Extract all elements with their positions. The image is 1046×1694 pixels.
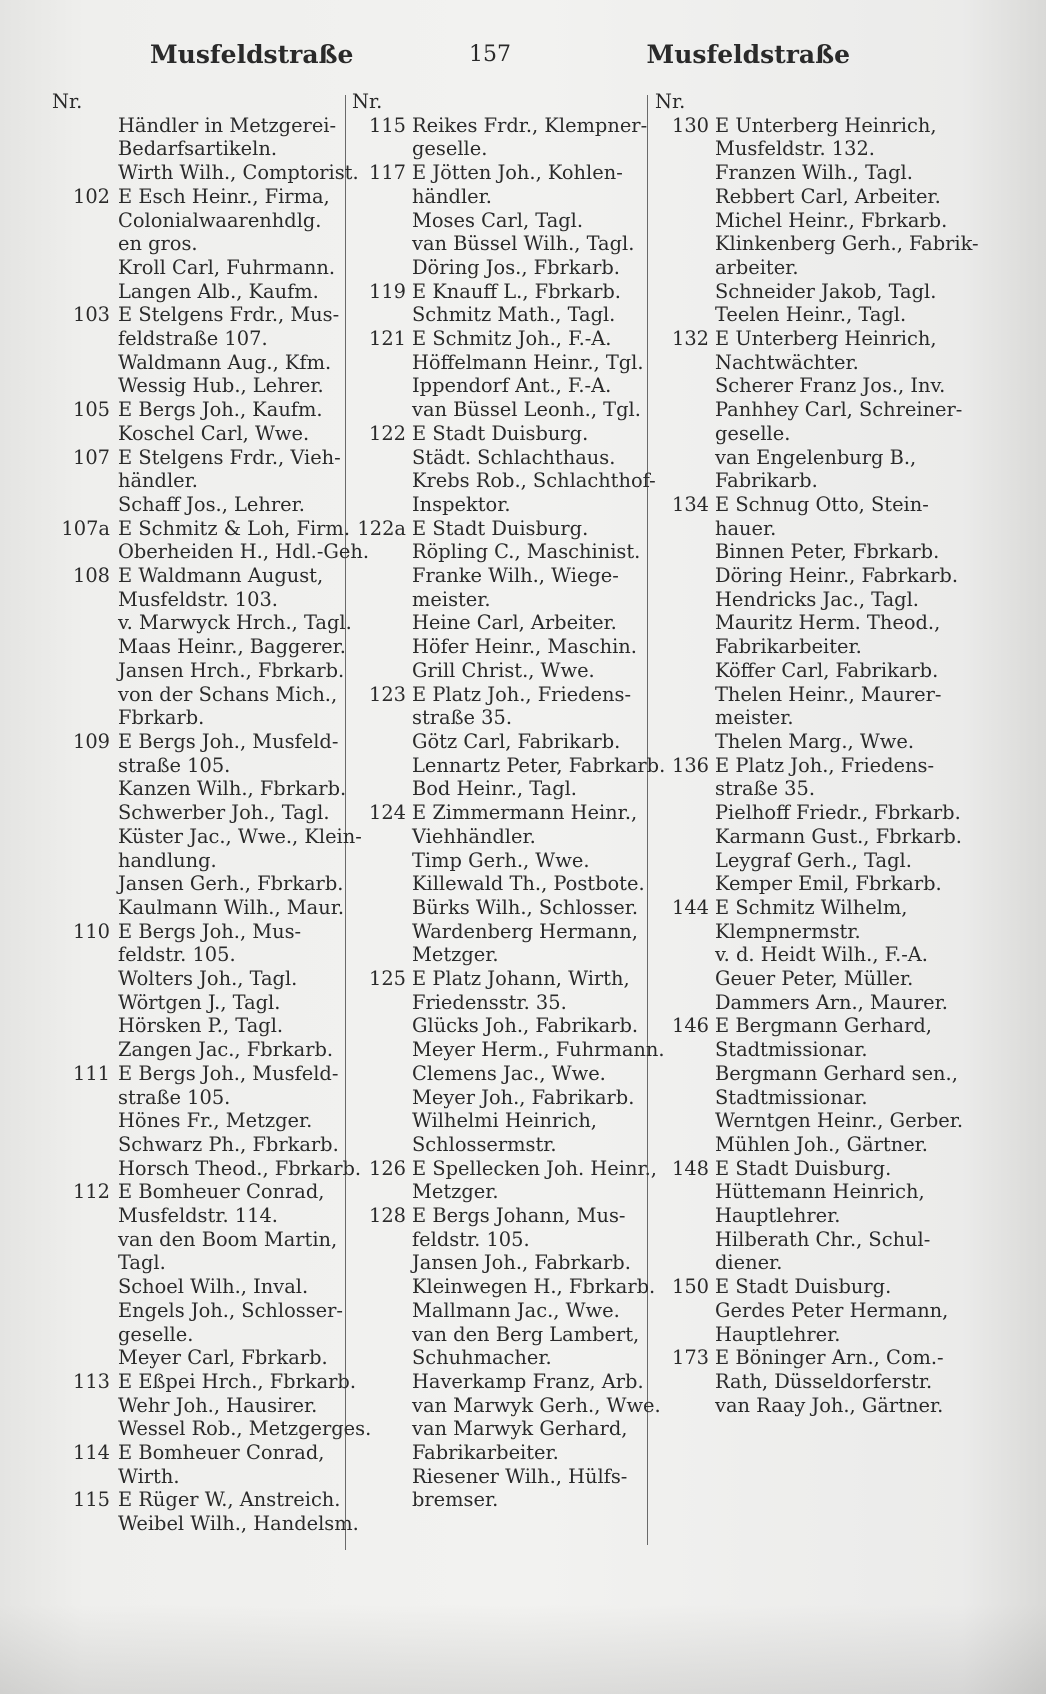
house-number: 123 [368, 682, 406, 706]
entry-line: E Spellecken Joh. Heinr., [412, 1156, 657, 1180]
entry-line: Wörtgen J., Tagl. [118, 990, 281, 1014]
house-number: 105 [72, 398, 110, 422]
entry-text [715, 1014, 964, 1156]
entry-line: Schwarz Ph., Fbrkarb. [118, 1132, 339, 1156]
entry-line: straße 105. [118, 753, 231, 777]
entry-text [118, 729, 362, 920]
entry-line: Metzger. [412, 1180, 499, 1204]
entry-line: Schneider Jakob, Tagl. [715, 279, 937, 303]
entry-line: Moses Carl, Tagl. [412, 208, 584, 232]
entry-line: E Rüger W., Anstreich. [118, 1488, 341, 1512]
house-number: 119 [368, 279, 406, 303]
directory-entry [655, 1157, 955, 1276]
entry-line: Kroll Carl, Fuhrmann. [118, 255, 335, 279]
entry-text [412, 161, 654, 280]
column-1 [52, 90, 372, 1536]
house-number: 122 [368, 421, 406, 445]
entry-text [715, 327, 963, 493]
entry-line: Hendricks Jac., Tagl. [715, 587, 919, 611]
entry-line: v. Marwyck Hrch., Tagl. [118, 611, 352, 635]
entry-line: handlung. [118, 848, 217, 872]
entry-line: Döring Jos., Fbrkarb. [412, 255, 620, 279]
entry-text [412, 114, 654, 161]
entry-line: E Schmitz & Loh, Firm. [118, 516, 350, 540]
directory-entry [52, 303, 352, 398]
entry-line: en gros. [118, 232, 198, 256]
entry-line: Thelen Marg., Wwe. [715, 729, 914, 753]
entry-line: van den Berg Lambert, [412, 1322, 640, 1346]
house-number: 150 [671, 1275, 709, 1299]
entry-text [715, 753, 962, 896]
entry-line: Scherer Franz Jos., Inv. [715, 374, 946, 398]
entry-line: Timp Gerh., Wwe. [412, 848, 590, 872]
entry-line: E Esch Heinr., Firma, [118, 184, 330, 208]
entry-line: Klempnermstr. [715, 919, 861, 943]
entry-line: Küster Jac., Wwe., Klein- [118, 824, 362, 848]
entry-line: Meyer Joh., Fabrikarb. [412, 1085, 635, 1109]
house-number: 103 [72, 303, 110, 327]
entry-line: Kemper Emil, Fbrkarb. [715, 872, 942, 896]
entry-line: Wardenberg Hermann, [412, 919, 638, 943]
column-header: Nr. [52, 90, 83, 113]
entry-line: Schwerber Joh., Tagl. [118, 801, 330, 825]
entry-line: Glücks Joh., Fabrikarb. [412, 1014, 639, 1038]
entry-line: Fabrikarbeiter. [412, 1441, 559, 1465]
entry-line: E Platz Johann, Wirth, [412, 967, 630, 991]
house-number: 144 [671, 895, 709, 919]
entry-line: Rath, Düsseldorferstr. [715, 1369, 933, 1393]
entry-line: Michel Heinr., Fbrkarb. [715, 208, 948, 232]
entry-line: E Stelgens Frdr., Vieh- [118, 445, 341, 469]
entry-line: Bedarfsartikeln. [118, 137, 277, 161]
entry-line: Oberheiden H., Hdl.-Geh. [118, 540, 370, 564]
entry-line: Schmitz Math., Tagl. [412, 303, 616, 327]
entry-line: E Bergs Joh., Mus- [118, 919, 302, 943]
directory-entry [52, 564, 352, 730]
entry-line: Höffelmann Heinr., Tgl. [412, 350, 644, 374]
directory-entry [352, 114, 654, 161]
entry-line: von der Schans Mich., [118, 682, 338, 706]
entry-line: van Engelenburg B., [715, 445, 917, 469]
directory-entry [52, 1061, 362, 1181]
entry-line: Horsch Theod., Fbrkarb. [118, 1156, 362, 1180]
entry-line: E Waldmann August, [118, 564, 324, 588]
entry-line: Panhhey Carl, Schreiner- [715, 398, 963, 422]
directory-entry [52, 1441, 352, 1488]
entry-line: Engels Joh., Schlosser- [118, 1298, 343, 1322]
entry-line: E Zimmermann Heinr., [412, 801, 638, 825]
entry-line: arbeiter. [715, 255, 799, 279]
header-right: Musfeldstraße [646, 39, 850, 69]
house-number: 125 [368, 967, 406, 991]
entry-line: Gerdes Peter Hermann, [715, 1298, 949, 1322]
entry-line: Jansen Joh., Fabrkarb. [412, 1251, 631, 1275]
entry-line: Franke Wilh., Wiege- [412, 564, 619, 588]
directory-entry [352, 327, 654, 422]
entry-line: Kleinwegen H., Fbrkarb. [412, 1275, 656, 1299]
house-number: 132 [671, 327, 709, 351]
entry-text [412, 280, 654, 327]
house-number: 108 [72, 564, 110, 588]
entry-line: Dammers Arn., Maurer. [715, 990, 948, 1014]
entry-text [715, 113, 979, 327]
entry-line: händler. [412, 184, 492, 208]
entry-line: Schoel Wilh., Inval. [118, 1275, 309, 1299]
house-number: 109 [72, 729, 110, 753]
entry-line: Reikes Frdr., Klempner- [412, 113, 648, 137]
directory-entry [655, 1346, 955, 1417]
column-3 [655, 90, 979, 1417]
entry-line: E Bergs Joh., Musfeld- [118, 729, 339, 753]
entry-line: Weibel Wilh., Handelsm. [118, 1512, 359, 1536]
entry-line: Killewald Th., Postbote. [412, 872, 645, 896]
entry-text [118, 564, 352, 730]
house-number: 126 [368, 1156, 406, 1180]
entry-line: straße 35. [715, 777, 816, 801]
entry-line: van Büssel Leonh., Tgl. [412, 398, 641, 422]
entry-line: Inspektor. [412, 492, 511, 516]
house-number: 112 [72, 1180, 110, 1204]
entry-line: E Bergs Joh., Musfeld- [118, 1061, 339, 1085]
entry-line: E Eßpei Hrch., Fbrkarb. [118, 1369, 356, 1393]
entry-line: Koschel Carl, Wwe. [118, 421, 310, 445]
entry-line: E Stadt Duisburg. [715, 1275, 892, 1299]
entry-line: Mauritz Herm. Theod., [715, 611, 941, 635]
entry-line: Schuhmacher. [412, 1346, 552, 1370]
directory-entry [352, 422, 654, 517]
entry-line: Musfeldstr. 114. [118, 1204, 278, 1228]
directory-entry [352, 280, 654, 327]
entry-line: E Unterberg Heinrich, [715, 113, 937, 137]
entry-line: Döring Heinr., Fabrkarb. [715, 564, 958, 588]
entry-line: E Unterberg Heinrich, [715, 327, 937, 351]
entry-line: Tagl. [118, 1251, 166, 1275]
entry-line: Stadtmissionar. [715, 1085, 868, 1109]
directory-entry [52, 1488, 359, 1536]
entry-line: E Bergs Joh., Kaufm. [118, 398, 323, 422]
entry-line: Meyer Herm., Fuhrmann. [412, 1038, 665, 1062]
entry-line: Geuer Peter, Müller. [715, 967, 914, 991]
house-number: 148 [671, 1156, 709, 1180]
directory-entry [655, 1275, 955, 1346]
entry-line: Städt. Schlachthaus. [412, 445, 616, 469]
directory-entry [655, 753, 962, 896]
entry-line: feldstr. 105. [118, 943, 236, 967]
entry-line: Fbrkarb. [118, 706, 205, 730]
entry-line: Mühlen Joh., Gärtner. [715, 1132, 928, 1156]
entry-line: E Bomheuer Conrad, [118, 1180, 325, 1204]
entry-line: Lennartz Peter, Fabrkarb. [412, 753, 666, 777]
entry-line: Meyer Carl, Fbrkarb. [118, 1346, 328, 1370]
entry-text [412, 422, 654, 517]
entry-line: Hilberath Chr., Schul- [715, 1227, 931, 1251]
entry-line: Wolters Joh., Tagl. [118, 967, 298, 991]
entry-line: Hüttemann Heinrich, [715, 1180, 925, 1204]
entry-line: Krebs Rob., Schlachthof- [412, 469, 656, 493]
column-header: Nr. [655, 90, 686, 113]
entry-text [118, 516, 370, 564]
directory-entry [52, 398, 352, 445]
house-number: 113 [72, 1369, 110, 1393]
entry-line: diener. [715, 1251, 783, 1275]
directory-entry [52, 113, 359, 185]
entry-text [118, 398, 352, 445]
directory-entry [52, 920, 352, 1062]
directory-entry [352, 1156, 657, 1204]
entry-line: Clemens Jac., Wwe. [412, 1061, 606, 1085]
entry-line: Schlossermstr. [412, 1132, 557, 1156]
column-header: Nr. [352, 90, 383, 113]
entry-line: Colonialwaarenhdlg. [118, 208, 322, 232]
directory-entry [52, 446, 352, 517]
entry-line: bremser. [412, 1488, 499, 1512]
entry-text [118, 1180, 352, 1370]
house-number: 107a [61, 516, 110, 540]
entry-line: Götz Carl, Fabrikarb. [412, 729, 621, 753]
entry-line: händler. [118, 469, 198, 493]
entry-line: Schaff Jos., Lehrer. [118, 492, 305, 516]
entry-line: Wirth Wilh., Comptorist. [118, 161, 359, 185]
entry-line: E Schmitz Joh., F.-A. [412, 327, 612, 351]
entry-line: Musfeldstr. 132. [715, 137, 875, 161]
entry-line: Hörsken P., Tagl. [118, 1014, 284, 1038]
entry-text [412, 1156, 657, 1204]
entry-line: Jansen Hrch., Fbrkarb. [118, 658, 345, 682]
entry-line: E Schmitz Wilhelm, [715, 895, 908, 919]
entry-line: Langen Alb., Kaufm. [118, 279, 319, 303]
header-left: Musfeldstraße [150, 39, 354, 69]
entry-text [118, 1488, 359, 1536]
entry-line: Bod Heinr., Tagl. [412, 777, 577, 801]
entry-line: E Bergs Johann, Mus- [412, 1204, 626, 1228]
entry-line: E Stadt Duisburg. [412, 516, 589, 540]
entry-line: Köffer Carl, Fabrikarb. [715, 658, 939, 682]
entry-line: Hauptlehrer. [715, 1204, 841, 1228]
entry-line: straße 105. [118, 1085, 231, 1109]
entry-line: E Stadt Duisburg. [715, 1156, 892, 1180]
entry-line: Jansen Gerh., Fbrkarb. [118, 872, 344, 896]
entry-line: van Büssel Wilh., Tagl. [412, 232, 635, 256]
entry-text [715, 1157, 955, 1276]
entry-line: geselle. [118, 1322, 194, 1346]
directory-entry [52, 729, 362, 920]
directory-entry [352, 967, 665, 1157]
house-number: 121 [368, 327, 406, 351]
directory-entry [352, 682, 666, 802]
entry-line: Binnen Peter, Fbrkarb. [715, 540, 940, 564]
house-number: 124 [368, 801, 406, 825]
entry-line: Wilhelmi Heinrich, [412, 1109, 597, 1133]
entry-text [118, 920, 352, 1062]
house-number: 146 [671, 1014, 709, 1038]
directory-entry [655, 896, 955, 1015]
directory-entry [52, 185, 352, 304]
entry-line: Nachtwächter. [715, 350, 859, 374]
entry-line: Heine Carl, Arbeiter. [412, 611, 617, 635]
entry-line: Werntgen Heinr., Gerber. [715, 1109, 964, 1133]
entry-text [118, 1441, 352, 1488]
entry-text [412, 682, 666, 802]
house-number: 122a [357, 516, 406, 540]
entry-line: E Knauff L., Fbrkarb. [412, 279, 621, 303]
entry-text [715, 1275, 955, 1346]
entry-line: Mallmann Jac., Wwe. [412, 1298, 620, 1322]
entry-text [118, 303, 352, 398]
entry-line: Franzen Wilh., Tagl. [715, 161, 913, 185]
page-edge-shadow [0, 1604, 1046, 1694]
directory-entry [52, 516, 370, 564]
house-number: 111 [72, 1061, 110, 1085]
directory-entry [352, 1204, 661, 1512]
running-header [150, 34, 850, 74]
entry-text [715, 1346, 955, 1417]
entry-line: Fabrikarbeiter. [715, 635, 862, 659]
entry-line: Waldmann Aug., Kfm. [118, 350, 332, 374]
directory-entry [655, 1014, 964, 1156]
directory-entry [52, 1180, 352, 1370]
entry-line: van Raay Joh., Gärtner. [715, 1393, 944, 1417]
entry-line: geselle. [412, 137, 488, 161]
entry-text [118, 1369, 372, 1441]
house-number: 117 [368, 161, 406, 185]
entry-line: Fabrikarb. [715, 469, 818, 493]
entry-line: Bürks Wilh., Schlosser. [412, 895, 639, 919]
directory-entry [352, 161, 654, 280]
entry-line: Ippendorf Ant., F.-A. [412, 374, 612, 398]
house-number: 107 [72, 445, 110, 469]
entry-text [715, 492, 958, 754]
house-number: 130 [671, 113, 709, 137]
entry-text [118, 185, 352, 304]
house-number: 102 [72, 184, 110, 208]
entry-line: Hauptlehrer. [715, 1322, 841, 1346]
entry-line: Thelen Heinr., Maurer- [715, 682, 942, 706]
entry-text [412, 1204, 661, 1512]
house-number: 115 [368, 113, 406, 137]
entry-text [118, 113, 359, 185]
house-number: 115 [72, 1488, 110, 1512]
entry-line: E Stelgens Frdr., Mus- [118, 303, 340, 327]
entry-line: geselle. [715, 421, 791, 445]
entry-line: E Schnug Otto, Stein- [715, 492, 929, 516]
entry-line: Höfer Heinr., Maschin. [412, 635, 637, 659]
entry-line: Karmann Gust., Fbrkarb. [715, 824, 962, 848]
entry-line: v. d. Heidt Wilh., F.-A. [715, 943, 928, 967]
entry-line: Leygraf Gerh., Tagl. [715, 848, 912, 872]
column-2 [352, 90, 666, 1512]
entry-text [412, 801, 654, 967]
entry-line: Klinkenberg Gerh., Fabrik- [715, 232, 979, 256]
directory-entry [655, 492, 958, 754]
entry-line: feldstr. 105. [412, 1227, 530, 1251]
entry-line: Rebbert Carl, Arbeiter. [715, 184, 941, 208]
house-number: 136 [671, 753, 709, 777]
entry-line: meister. [715, 706, 794, 730]
entry-line: Metzger. [412, 943, 499, 967]
entry-text [715, 896, 955, 1015]
entry-line: straße 35. [412, 706, 513, 730]
directory-entry [655, 113, 979, 327]
entry-line: Grill Christ., Wwe. [412, 658, 595, 682]
directory-entry [352, 801, 654, 967]
entry-line: Haverkamp Franz, Arb. [412, 1369, 644, 1393]
entry-line: Wessig Hub., Lehrer. [118, 374, 324, 398]
directory-entry [352, 517, 654, 683]
entry-line: feldstraße 107. [118, 327, 268, 351]
entry-line: Pielhoff Friedr., Fbrkarb. [715, 801, 961, 825]
entry-line: E Platz Joh., Friedens- [715, 753, 935, 777]
entry-line: meister. [412, 587, 491, 611]
entry-line: van Marwyk Gerh., Wwe. [412, 1393, 661, 1417]
house-number: 173 [671, 1346, 709, 1370]
entry-line: Wirth. [118, 1464, 180, 1488]
entry-line: Hönes Fr., Metzger. [118, 1109, 313, 1133]
entry-text [118, 446, 352, 517]
entry-line: Wehr Joh., Hausirer. [118, 1393, 318, 1417]
house-number: 110 [72, 919, 110, 943]
entry-line: Händler in Metzgerei- [118, 113, 337, 137]
entry-line: Röpling C., Maschinist. [412, 540, 641, 564]
entry-line: Kaulmann Wilh., Maur. [118, 895, 345, 919]
entry-line: hauer. [715, 516, 777, 540]
entry-text [412, 517, 654, 683]
entry-line: Wessel Rob., Metzgerges. [118, 1417, 372, 1441]
directory-entry [52, 1369, 372, 1441]
entry-line: Bergmann Gerhard sen., [715, 1061, 958, 1085]
entry-line: Riesener Wilh., Hülfs- [412, 1464, 628, 1488]
entry-line: van den Boom Martin, [118, 1227, 338, 1251]
entry-line: Teelen Heinr., Tagl. [715, 303, 907, 327]
entry-line: E Bomheuer Conrad, [118, 1441, 325, 1465]
entry-text [118, 1061, 362, 1181]
entry-line: Kanzen Wilh., Fbrkarb. [118, 777, 347, 801]
entry-line: E Böninger Arn., Com.- [715, 1346, 944, 1370]
house-number: 114 [72, 1441, 110, 1465]
entry-line: E Stadt Duisburg. [412, 421, 589, 445]
entry-line: E Jötten Joh., Kohlen- [412, 161, 623, 185]
entry-line: van Marwyk Gerhard, [412, 1417, 628, 1441]
directory-entry [655, 327, 963, 493]
house-number: 128 [368, 1204, 406, 1228]
entry-line: Musfeldstr. 103. [118, 587, 278, 611]
entry-text [412, 327, 654, 422]
house-number: 134 [671, 492, 709, 516]
entry-line: Friedensstr. 35. [412, 990, 567, 1014]
entry-line: E Bergmann Gerhard, [715, 1014, 932, 1038]
entry-text [412, 967, 665, 1157]
entry-line: Viehhändler. [412, 824, 536, 848]
entry-line: Maas Heinr., Baggerer. [118, 635, 346, 659]
entry-line: E Platz Joh., Friedens- [412, 682, 632, 706]
page-number: 157 [469, 41, 511, 67]
entry-line: Stadtmissionar. [715, 1038, 868, 1062]
entry-line: Zangen Jac., Fbrkarb. [118, 1038, 334, 1062]
